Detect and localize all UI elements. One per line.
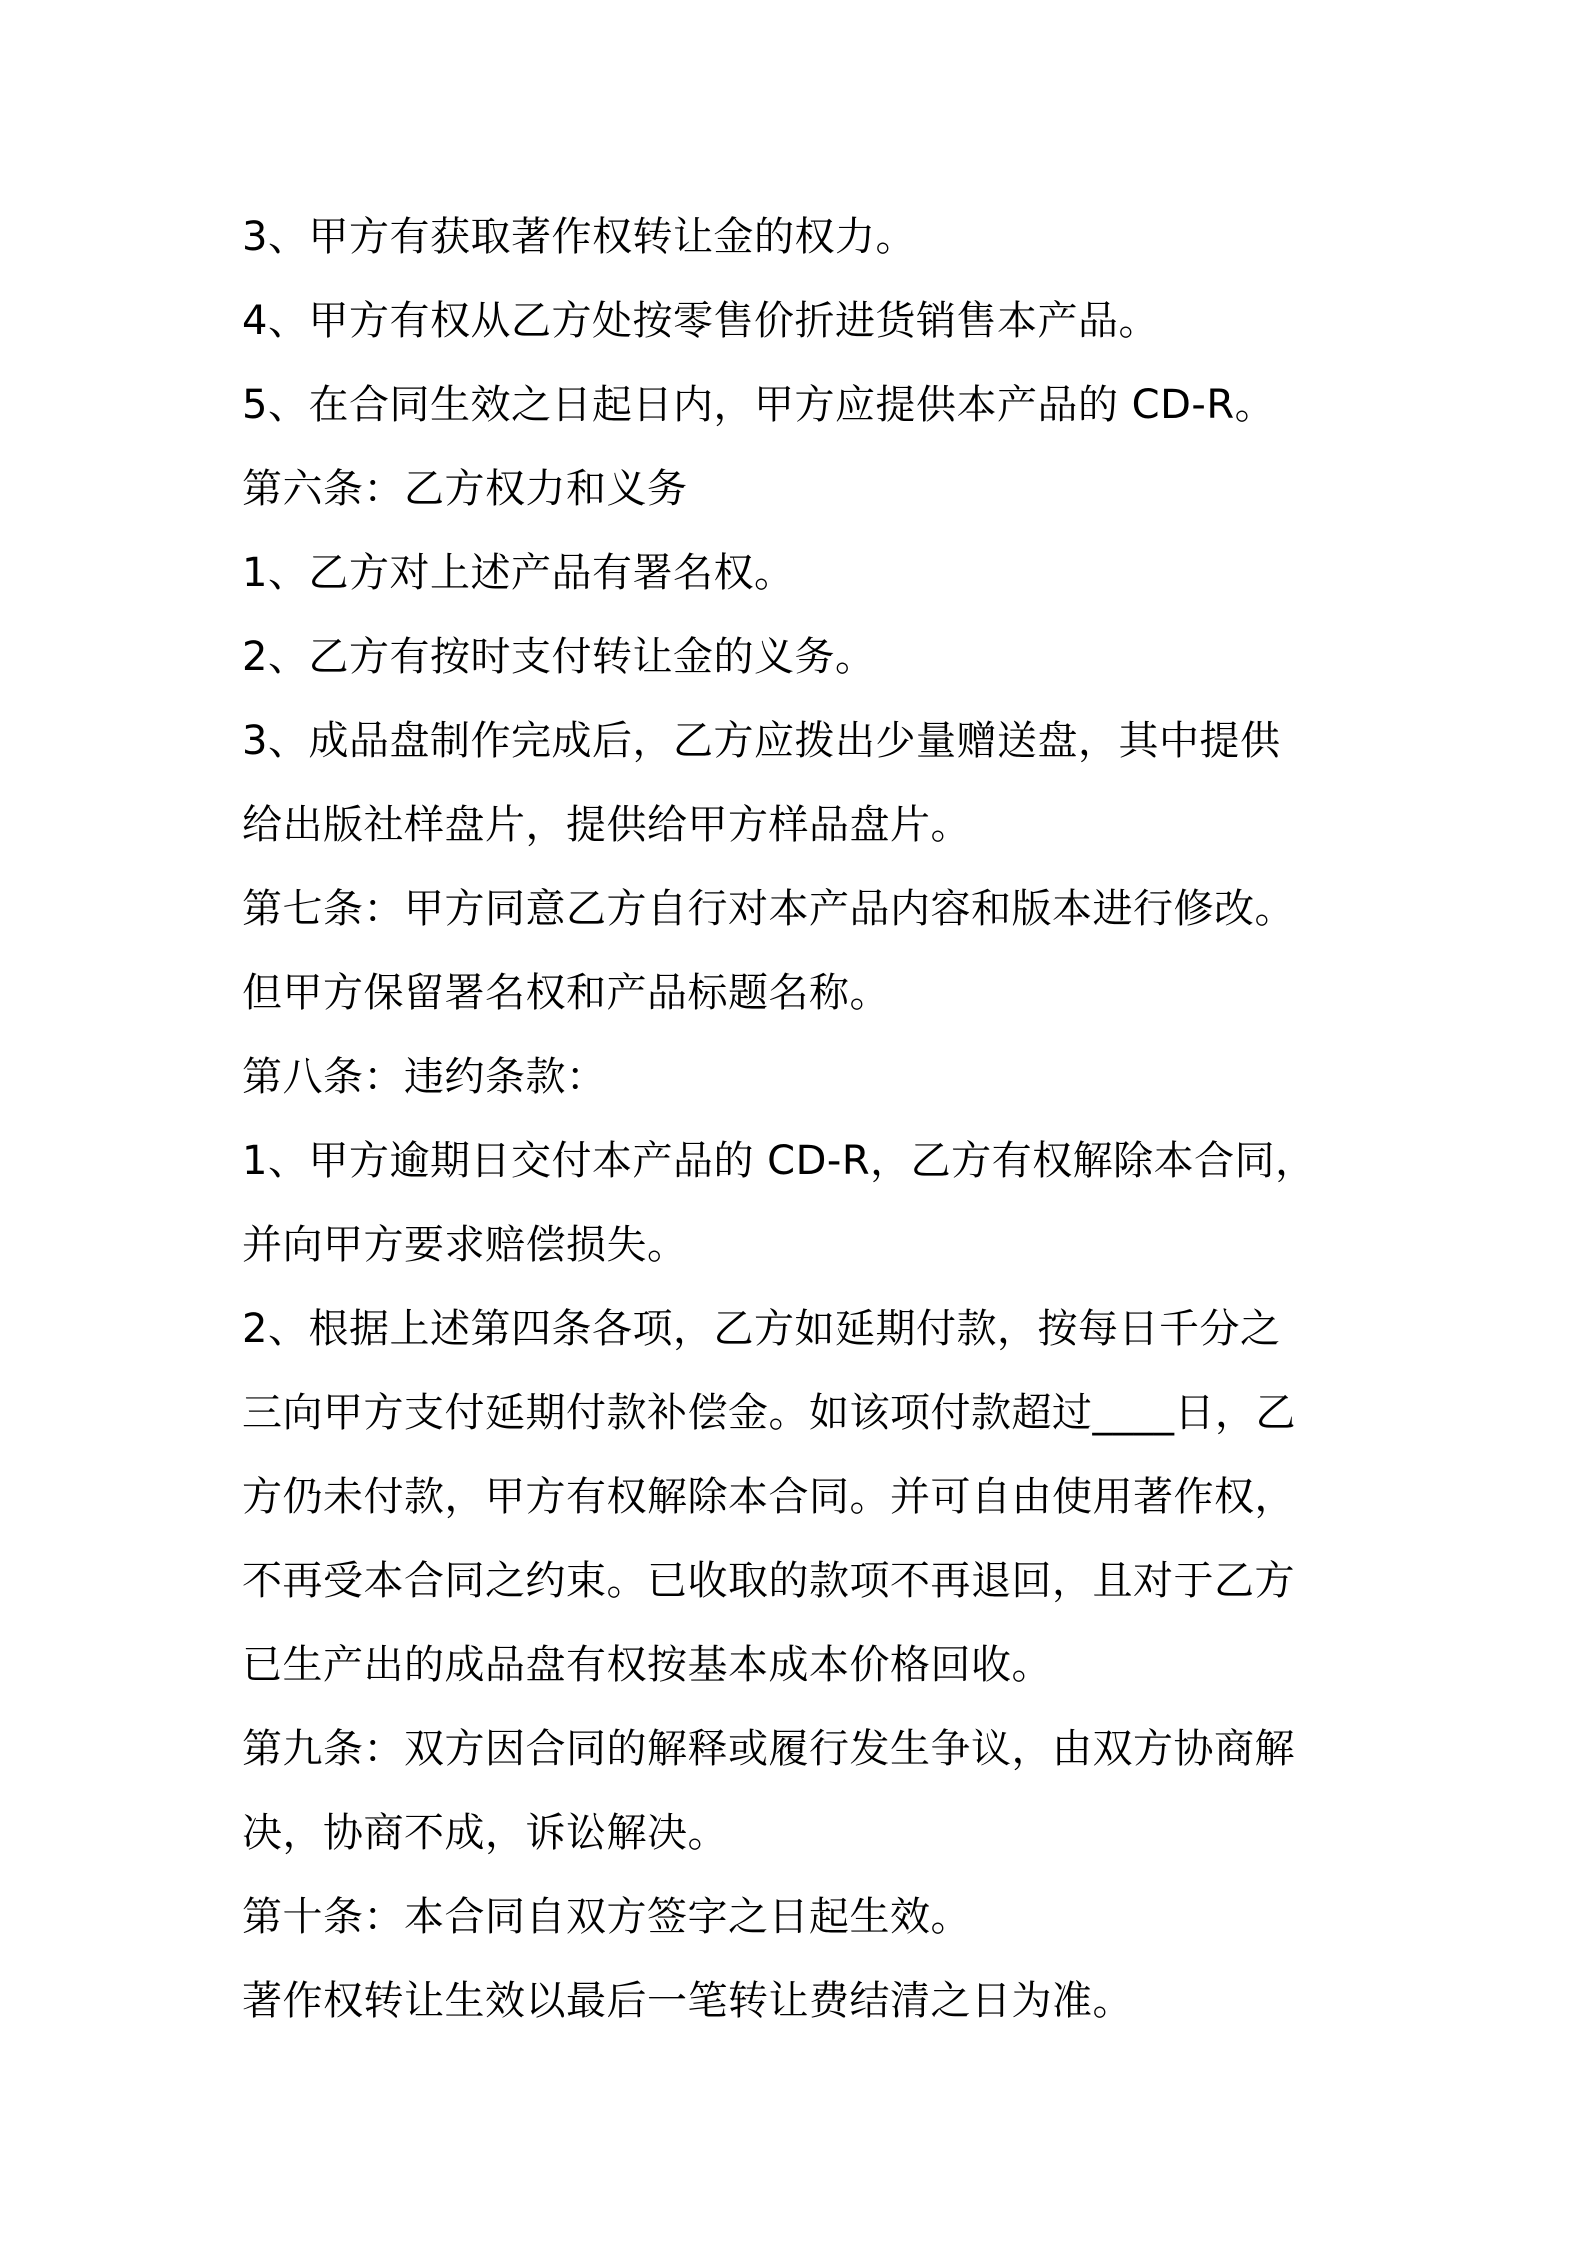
clause-line: 3、成品盘制作完成后，乙方应拨出少量赠送盘，其中提供 <box>242 718 1281 764</box>
clause-line: 1、甲方逾期日交付本产品的 CD-R，乙方有权解除本合同， <box>242 1138 1316 1184</box>
clause-line: 2、根据上述第四条各项，乙方如延期付款，按每日千分之 <box>242 1306 1281 1352</box>
clause-line: 三向甲方支付延期付款补偿金。如该项付款超过____日，乙 <box>242 1390 1296 1436</box>
section-heading: 第七条：甲方同意乙方自行对本产品内容和版本进行修改。 <box>242 886 1295 932</box>
clause-line: 2、乙方有按时支付转让金的义务。 <box>242 634 876 680</box>
clause-line: 不再受本合同之约束。已收取的款项不再退回，且对于乙方 <box>242 1558 1295 1604</box>
clause-line: 方仍未付款，甲方有权解除本合同。并可自由使用著作权， <box>242 1474 1295 1520</box>
clause-line: 4、甲方有权从乙方处按零售价折进货销售本产品。 <box>242 298 1159 344</box>
section-heading: 第八条：违约条款： <box>242 1054 607 1100</box>
clause-line: 已生产出的成品盘有权按基本成本价格回收。 <box>242 1642 1052 1688</box>
clause-line: 5、在合同生效之日起日内，甲方应提供本产品的 CD-R。 <box>242 382 1276 428</box>
clause-line: 并向甲方要求赔偿损失。 <box>242 1222 688 1268</box>
clause-line: 3、甲方有获取著作权转让金的权力。 <box>242 214 916 260</box>
document-body <box>242 195 1360 2043</box>
clause-line: 给出版社样盘片，提供给甲方样品盘片。 <box>242 802 971 848</box>
section-heading: 第十条：本合同自双方签字之日起生效。 <box>242 1894 971 1940</box>
section-heading: 第六条：乙方权力和义务 <box>242 466 688 512</box>
clause-line: 1、乙方对上述产品有署名权。 <box>242 550 795 596</box>
clause-line: 决，协商不成，诉讼解决。 <box>242 1810 728 1856</box>
clause-line: 著作权转让生效以最后一笔转让费结清之日为准。 <box>242 1978 1133 2024</box>
section-heading: 第九条：双方因合同的解释或履行发生争议，由双方协商解 <box>242 1726 1295 1772</box>
clause-line: 但甲方保留署名权和产品标题名称。 <box>242 970 890 1016</box>
